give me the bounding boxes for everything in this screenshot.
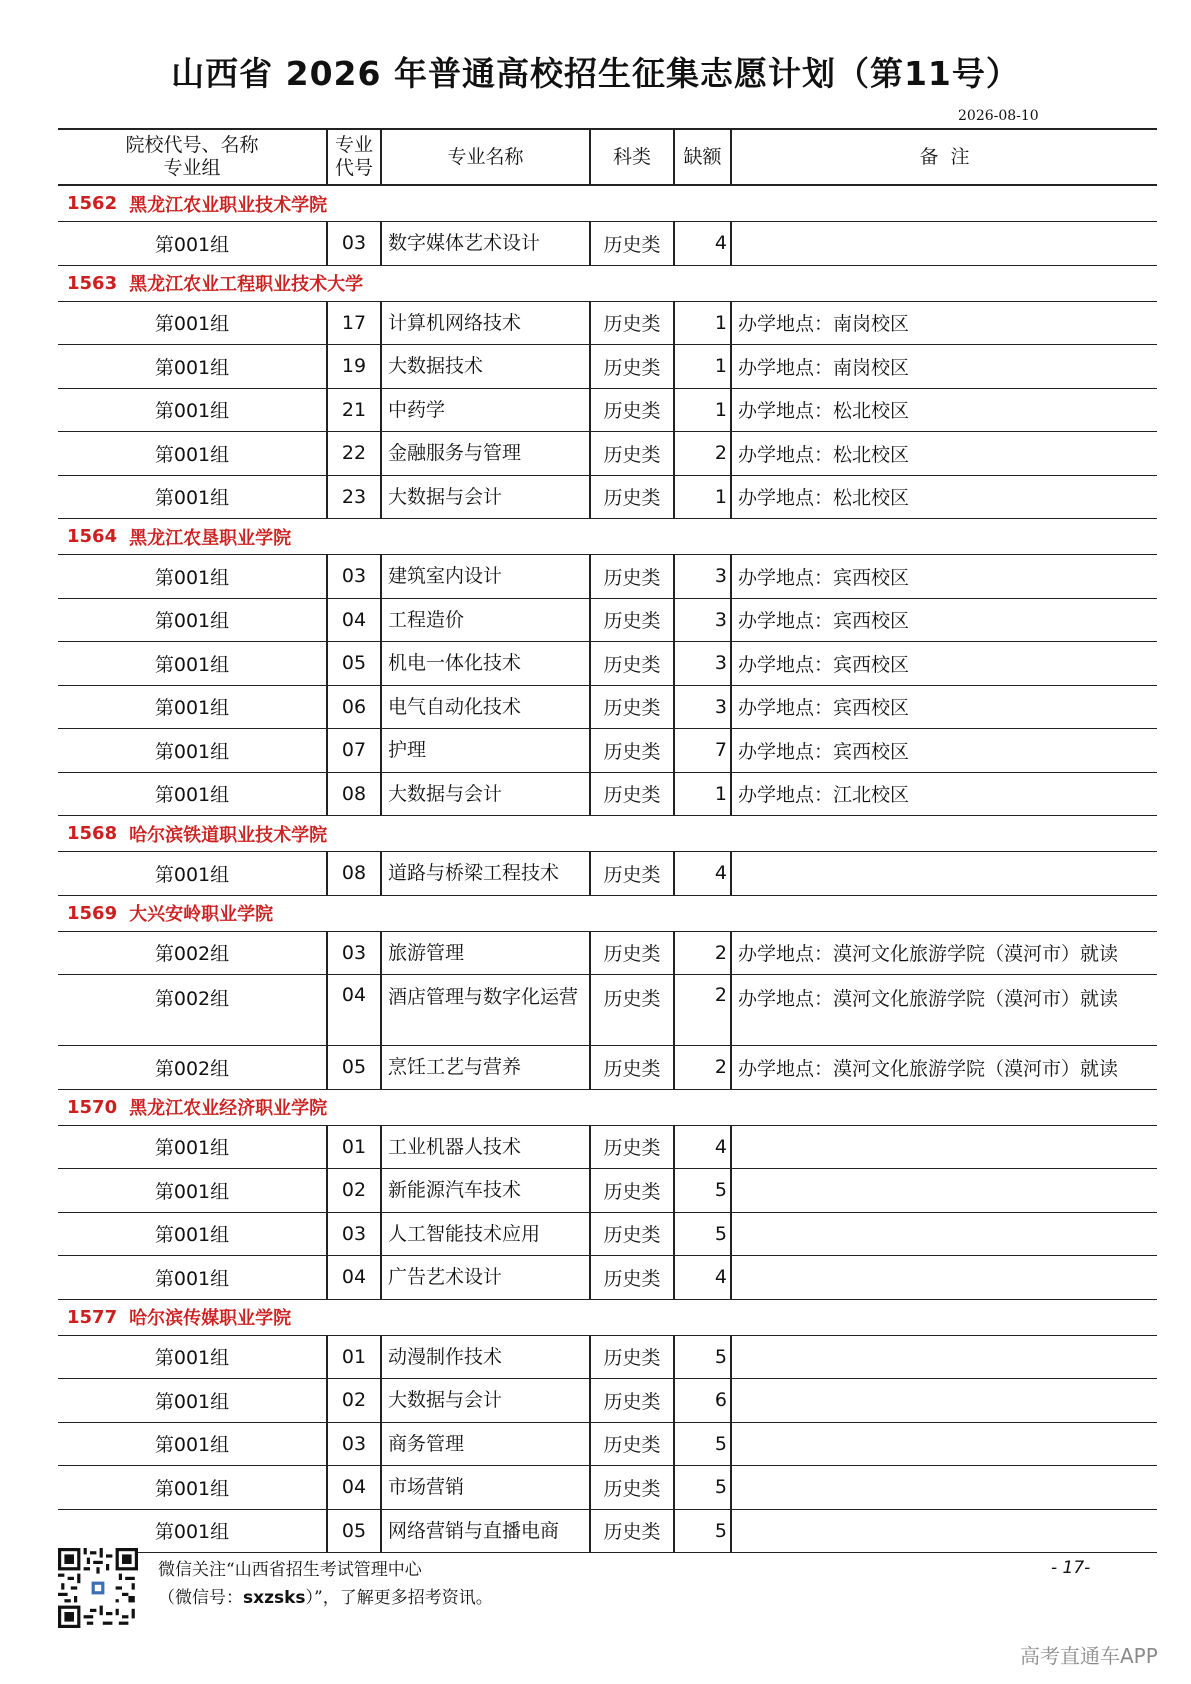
table-row — [58, 389, 1157, 433]
major-name-cell: 金融服务与管理 — [382, 432, 591, 475]
note-cell: 办学地点：南岗校区 — [738, 313, 910, 336]
table-row — [58, 773, 1157, 817]
group-cell: 第001组 — [58, 555, 328, 598]
group-cell: 第001组 — [58, 432, 328, 475]
school-code: 1562 — [67, 193, 118, 214]
major-code-cell: 03 — [328, 1213, 382, 1256]
category-cell: 历史类 — [591, 1046, 675, 1089]
major-name-cell: 工程造价 — [382, 599, 591, 642]
table-row — [58, 1256, 1157, 1300]
school-header-row — [58, 816, 1157, 852]
quota-cell: 3 — [675, 555, 732, 598]
table-row — [58, 729, 1157, 773]
category-cell: 历史类 — [591, 345, 675, 388]
table-row — [58, 1213, 1157, 1257]
note-cell: 办学地点：松北校区 — [738, 443, 910, 466]
group-cell: 第001组 — [58, 1466, 328, 1509]
table-row — [58, 1510, 1157, 1554]
major-code-cell: 02 — [328, 1379, 382, 1422]
page-title: 山西省 2026 年普通高校招生征集志愿计划（第11号） — [171, 54, 1020, 93]
category-cell: 历史类 — [591, 1213, 675, 1256]
note-cell — [732, 1423, 1157, 1466]
major-name-cell: 烹饪工艺与营养 — [382, 1046, 591, 1089]
category-cell: 历史类 — [591, 1126, 675, 1169]
major-code-cell: 04 — [328, 599, 382, 642]
header-major-code: 专业 代号 — [328, 130, 382, 184]
school-name: 哈尔滨传媒职业学院 — [129, 1308, 292, 1329]
major-code-cell: 04 — [328, 1466, 382, 1509]
group-cell: 第001组 — [58, 1379, 328, 1422]
major-name-cell: 数字媒体艺术设计 — [382, 222, 591, 265]
category-cell: 历史类 — [591, 1379, 675, 1422]
school-name: 黑龙江农垦职业学院 — [129, 527, 292, 549]
major-code-cell: 07 — [328, 729, 382, 772]
footer-line-2: （微信号：sxzsks）”，了解更多招考资讯。 — [158, 1588, 493, 1608]
page-footer — [58, 1548, 1157, 1638]
quota-cell: 2 — [675, 932, 732, 975]
major-code-cell: 06 — [328, 686, 382, 729]
note-cell — [732, 1466, 1157, 1509]
note-cell — [732, 1169, 1157, 1212]
category-cell: 历史类 — [591, 476, 675, 519]
school-code: 1564 — [67, 526, 118, 547]
group-cell: 第001组 — [58, 1256, 328, 1299]
group-cell: 第001组 — [58, 222, 328, 265]
group-cell: 第001组 — [58, 1169, 328, 1212]
major-code-cell: 03 — [328, 222, 382, 265]
group-cell: 第001组 — [58, 1213, 328, 1256]
quota-cell: 2 — [675, 432, 732, 475]
table-row — [58, 1379, 1157, 1423]
table-row — [58, 302, 1157, 346]
school-code: 1568 — [67, 823, 118, 844]
category-cell: 历史类 — [591, 852, 675, 895]
major-code-cell: 21 — [328, 389, 382, 432]
wechat-id: sxzsks — [243, 1588, 306, 1608]
major-code-cell: 05 — [328, 1510, 382, 1553]
category-cell: 历史类 — [591, 1466, 675, 1509]
group-cell: 第001组 — [58, 642, 328, 685]
major-name-cell: 大数据与会计 — [382, 1379, 591, 1422]
note-cell: 办学地点：松北校区 — [738, 400, 910, 423]
category-cell: 历史类 — [591, 302, 675, 345]
school-header-row — [58, 186, 1157, 222]
major-code-cell: 02 — [328, 1169, 382, 1212]
note-cell — [732, 1256, 1157, 1299]
header-major-name: 专业名称 — [382, 130, 591, 184]
major-name-cell: 旅游管理 — [382, 932, 591, 975]
quota-cell: 3 — [675, 642, 732, 685]
major-name-cell: 市场营销 — [382, 1466, 591, 1509]
header-quota: 缺额 — [675, 130, 732, 184]
group-cell: 第001组 — [58, 729, 328, 772]
quota-cell: 5 — [675, 1213, 732, 1256]
major-code-cell: 17 — [328, 302, 382, 345]
group-cell: 第001组 — [58, 1423, 328, 1466]
category-cell: 历史类 — [591, 599, 675, 642]
group-cell: 第001组 — [58, 345, 328, 388]
category-cell: 历史类 — [591, 1510, 675, 1553]
quota-cell: 5 — [675, 1510, 732, 1553]
table-row — [58, 686, 1157, 730]
qr-code-icon — [58, 1548, 138, 1628]
note-cell — [732, 1126, 1157, 1169]
group-cell: 第001组 — [58, 1126, 328, 1169]
table-row — [58, 599, 1157, 643]
major-name-cell: 电气自动化技术 — [382, 686, 591, 729]
group-cell: 第002组 — [58, 1046, 328, 1089]
category-cell: 历史类 — [591, 773, 675, 816]
school-name: 黑龙江农业工程职业技术大学 — [129, 274, 364, 295]
major-code-cell: 03 — [328, 555, 382, 598]
major-code-cell: 23 — [328, 476, 382, 519]
major-code-cell: 22 — [328, 432, 382, 475]
category-cell: 历史类 — [591, 975, 675, 1045]
major-name-cell: 酒店管理与数字化运营 — [382, 975, 591, 1045]
quota-cell: 2 — [675, 975, 732, 1045]
major-name-cell: 大数据与会计 — [382, 476, 591, 519]
table-row — [58, 1126, 1157, 1170]
quota-cell: 2 — [675, 1046, 732, 1089]
group-cell: 第001组 — [58, 476, 328, 519]
note-cell — [732, 1510, 1157, 1553]
group-cell: 第001组 — [58, 1510, 328, 1553]
footer-text — [158, 1556, 493, 1612]
table-row — [58, 1466, 1157, 1510]
note-cell — [732, 852, 1157, 895]
quota-cell: 3 — [675, 686, 732, 729]
note-cell: 办学地点：宾西校区 — [738, 697, 910, 720]
quota-cell: 1 — [675, 345, 732, 388]
group-cell: 第002组 — [58, 975, 328, 1045]
group-cell: 第002组 — [58, 932, 328, 975]
quota-cell: 6 — [675, 1379, 732, 1422]
quota-cell: 5 — [675, 1169, 732, 1212]
table-row — [58, 975, 1157, 1046]
major-code-cell: 05 — [328, 1046, 382, 1089]
header-category: 科类 — [591, 130, 675, 184]
group-cell: 第001组 — [58, 1336, 328, 1379]
major-code-cell: 04 — [328, 1256, 382, 1299]
school-header-row — [58, 519, 1157, 555]
note-cell: 办学地点：宾西校区 — [738, 740, 910, 763]
note-cell: 办学地点：漠河文化旅游学院（漠河市）就读 — [738, 1057, 1119, 1080]
category-cell: 历史类 — [591, 1336, 675, 1379]
school-code: 1577 — [67, 1306, 118, 1328]
group-cell: 第001组 — [58, 389, 328, 432]
footer-line-1: 微信关注“山西省招生考试管理中心 — [158, 1560, 422, 1580]
table-row — [58, 432, 1157, 476]
note-cell — [732, 222, 1157, 265]
note-cell — [732, 1379, 1157, 1422]
note-cell: 办学地点：漠河文化旅游学院（漠河市）就读 — [738, 988, 1119, 1010]
category-cell: 历史类 — [591, 932, 675, 975]
category-cell: 历史类 — [591, 1169, 675, 1212]
major-code-cell: 08 — [328, 773, 382, 816]
category-cell: 历史类 — [591, 389, 675, 432]
school-name: 黑龙江农业职业技术学院 — [129, 194, 328, 216]
note-cell — [732, 1213, 1157, 1256]
note-cell — [732, 1336, 1157, 1379]
note-cell: 办学地点：南岗校区 — [738, 356, 910, 379]
header-notes: 备 注 — [919, 145, 970, 168]
quota-cell: 4 — [675, 852, 732, 895]
major-name-cell: 大数据与会计 — [382, 773, 591, 816]
school-code: 1570 — [67, 1096, 118, 1118]
major-name-cell: 机电一体化技术 — [382, 642, 591, 685]
table-row — [58, 1423, 1157, 1467]
major-code-cell: 01 — [328, 1336, 382, 1379]
school-header-row — [58, 1300, 1157, 1336]
table-header — [58, 128, 1157, 186]
quota-cell: 1 — [675, 476, 732, 519]
page-number: - 17- — [1051, 1558, 1091, 1578]
school-header-row — [58, 1090, 1157, 1126]
major-code-cell: 05 — [328, 642, 382, 685]
table-row — [58, 642, 1157, 686]
major-name-cell: 动漫制作技术 — [382, 1336, 591, 1379]
quota-cell: 1 — [675, 389, 732, 432]
quota-cell: 5 — [675, 1423, 732, 1466]
table-row — [58, 852, 1157, 896]
table-body — [58, 186, 1157, 1553]
table-row — [58, 345, 1157, 389]
header-school-group: 院校代号、名称 专业组 — [58, 130, 328, 184]
category-cell: 历史类 — [591, 729, 675, 772]
major-name-cell: 广告艺术设计 — [382, 1256, 591, 1299]
major-name-cell: 道路与桥梁工程技术 — [382, 852, 591, 895]
school-name: 大兴安岭职业学院 — [129, 904, 274, 925]
quota-cell: 7 — [675, 729, 732, 772]
school-header-row — [58, 896, 1157, 932]
major-code-cell: 19 — [328, 345, 382, 388]
category-cell: 历史类 — [591, 642, 675, 685]
school-code: 1563 — [67, 272, 118, 294]
category-cell: 历史类 — [591, 222, 675, 265]
note-cell: 办学地点：漠河文化旅游学院（漠河市）就读 — [738, 943, 1119, 966]
note-cell: 办学地点：宾西校区 — [738, 566, 910, 589]
school-name: 黑龙江农业经济职业学院 — [129, 1098, 328, 1119]
note-cell: 办学地点：宾西校区 — [738, 610, 910, 633]
major-code-cell: 03 — [328, 932, 382, 975]
major-code-cell: 01 — [328, 1126, 382, 1169]
major-code-cell: 08 — [328, 852, 382, 895]
school-code: 1569 — [67, 902, 118, 924]
major-name-cell: 人工智能技术应用 — [382, 1213, 591, 1256]
quota-cell: 4 — [675, 222, 732, 265]
table-row — [58, 1336, 1157, 1380]
major-name-cell: 商务管理 — [382, 1423, 591, 1466]
category-cell: 历史类 — [591, 432, 675, 475]
note-cell: 办学地点：松北校区 — [738, 487, 910, 510]
major-name-cell: 建筑室内设计 — [382, 555, 591, 598]
quota-cell: 4 — [675, 1256, 732, 1299]
major-name-cell: 大数据技术 — [382, 345, 591, 388]
note-cell: 办学地点：江北校区 — [738, 784, 910, 807]
watermark: 高考直通车APP — [1020, 1644, 1158, 1668]
quota-cell: 3 — [675, 599, 732, 642]
quota-cell: 1 — [675, 773, 732, 816]
quota-cell: 5 — [675, 1336, 732, 1379]
quota-cell: 1 — [675, 302, 732, 345]
enrollment-plan-table — [58, 128, 1157, 1553]
category-cell: 历史类 — [591, 686, 675, 729]
table-row — [58, 476, 1157, 520]
quota-cell: 5 — [675, 1466, 732, 1509]
publish-date: 2026-08-10 — [958, 108, 1039, 124]
category-cell: 历史类 — [591, 1256, 675, 1299]
major-name-cell: 工业机器人技术 — [382, 1126, 591, 1169]
group-cell: 第001组 — [58, 686, 328, 729]
major-name-cell: 中药学 — [382, 389, 591, 432]
major-name-cell: 网络营销与直播电商 — [382, 1510, 591, 1553]
table-row — [58, 222, 1157, 266]
table-row — [58, 932, 1157, 976]
group-cell: 第001组 — [58, 773, 328, 816]
table-row — [58, 1046, 1157, 1090]
table-row — [58, 555, 1157, 599]
note-cell: 办学地点：宾西校区 — [738, 653, 910, 676]
major-name-cell: 护理 — [382, 729, 591, 772]
group-cell: 第001组 — [58, 302, 328, 345]
table-row — [58, 1169, 1157, 1213]
group-cell: 第001组 — [58, 852, 328, 895]
group-cell: 第001组 — [58, 599, 328, 642]
category-cell: 历史类 — [591, 1423, 675, 1466]
major-code-cell: 03 — [328, 1423, 382, 1466]
major-name-cell: 计算机网络技术 — [382, 302, 591, 345]
school-name: 哈尔滨铁道职业技术学院 — [129, 824, 328, 846]
quota-cell: 4 — [675, 1126, 732, 1169]
school-header-row — [58, 266, 1157, 302]
category-cell: 历史类 — [591, 555, 675, 598]
major-name-cell: 新能源汽车技术 — [382, 1169, 591, 1212]
major-code-cell: 04 — [328, 975, 382, 1045]
